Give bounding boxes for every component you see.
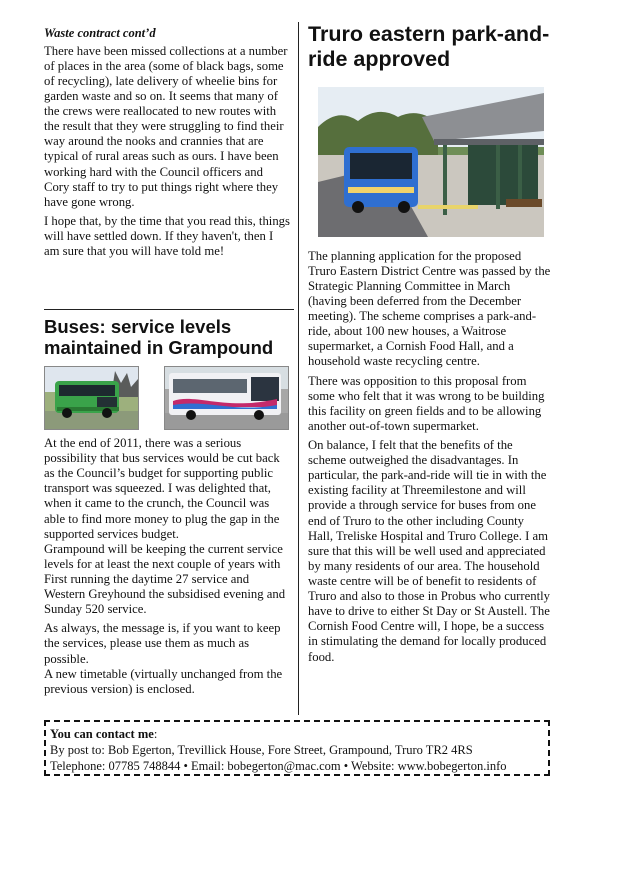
buses-article: [44, 436, 290, 701]
contact-phone-email-website: Telephone: 07785 748844 • Email: bobegerton@mac.com • Website: www.bobegerton.info: [50, 759, 507, 774]
park-and-ride-paragraph: There was opposition to this proposal from some who felt that it was wrong to be building this facility on green fields and to be allowing another out-of-town supermarket.: [308, 373, 545, 433]
park-and-ride-paragraph: On balance, I felt that the benefits of the scheme outweighed the disadvantages. In particular, the park-and-ride will tie in with the existing facility at Threemilestone and will provide a through service for buses from one end of Truro to the other including County Hall, Treliske Hospital and Truro College. I am sure that this will be well used and appreciated by many residents of our area. The household waste centre will be of benefit to residents of Truro and also to those in Probus who currently have to drive to either St Day or St Austell. The Cornish Food Centre will, I hope, be a success in stimulating the demand for locally produced food.: [308, 438, 550, 664]
contact-title-text: You can contact me: [50, 727, 154, 741]
contact-post: By post to: Bob Egerton, Trevillick House, Fore Street, Grampound, Truro TR2 4RS: [50, 743, 473, 757]
buses-paragraph: Grampound will be keeping the current service levels for at least the next couple of years with First running the daytime 27 service and Western Greyhound the subsidised evening and Sunday 520 service.: [44, 541, 286, 617]
column-divider: [298, 22, 299, 715]
waste-article: [44, 26, 290, 263]
white-bus-photo: [164, 366, 289, 430]
contact-title: [50, 726, 544, 742]
bus-photos: [44, 366, 290, 430]
park-and-ride-heading: Truro eastern park-and-ride approved: [308, 22, 550, 72]
section-divider: [44, 309, 294, 310]
buses-paragraph: A new timetable (virtually unchanged from the previous version) is enclosed.: [44, 666, 283, 696]
park-and-ride-paragraph: The planning application for the proposed Truro Eastern District Centre was passed by the Strategic Planning Committee in March (having been deferred from the December meeting). The scheme comprises a park-and-ride, about 100 new houses, a Waitrose supermarket, a Cornish Food Hall, and a household waste recycling centre.: [308, 248, 551, 369]
waste-heading: Waste contract cont’d: [44, 26, 156, 40]
buses-paragraph: As always, the message is, if you want to keep the services, please use them as much as possible.: [44, 621, 281, 666]
green-bus-photo: [44, 366, 139, 430]
contact-box: [44, 720, 550, 776]
buses-heading: Buses: service levels maintained in Grampound: [44, 316, 274, 359]
waste-paragraph: I hope that, by the time that you read this, things will have settled down. If they haven't, then I am sure that you will have told me!: [44, 213, 290, 259]
contact-title-colon: :: [153, 727, 158, 741]
buses-paragraph: At the end of 2011, there was a serious possibility that bus services would be cut back as the Council’s budget for supporting public transport was squeezed. I was delighted that, when it came to the crunch, the Council was able to find more money to plug the gap in the supported services budget.: [44, 436, 280, 541]
waste-paragraph: There have been missed collections at a number of places in the area (some of black bags, some of recycling), late delivery of wheelie bins for garden waste and so on. It seems that many of the crews were reallocated to new routes with the result that they were struggling to find their way around the nooks and crannies that are typical of rural areas such as ours. I have been working hard with the Council officers and Cory staff to try to put things right where they have gone wrong.: [44, 43, 288, 209]
park-and-ride-photo: [318, 87, 544, 237]
park-and-ride-article: [308, 22, 552, 669]
